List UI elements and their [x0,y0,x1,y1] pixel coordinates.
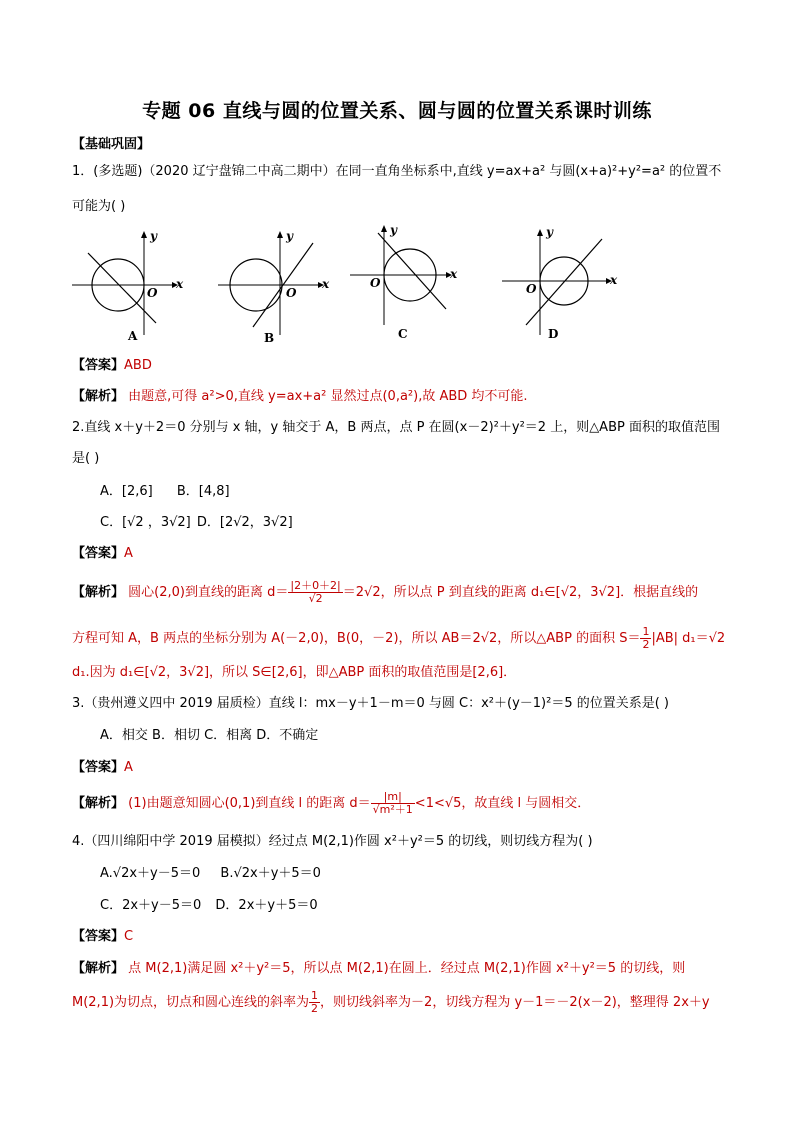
figure-d-graph [502,225,622,335]
q4-analysis1: 点 M(2,1)满足圆 x²＋y²＝5，所以点 M(2,1)在圆上．经过点 M(2,1)作圆 x²＋y²＝5 的切线，则 [128,961,686,976]
q4-options-row2 [100,897,750,915]
fraction-denominator: √m²＋1 [372,803,413,816]
q4-stem: 4.（四川绵阳中学 2019 届模拟）经过点 M(2,1)作圆 x²＋y²＝5 的切线，则切线方程为( ) [72,834,593,849]
page-title: 专题 06 直线与圆的位置关系、圆与圆的位置关系课时训练 [142,100,652,122]
q3-answer [72,759,722,777]
answer-tag: 【答案】 [72,358,125,373]
analysis-tag: 【解析】 [72,389,125,404]
analysis-tag: 【解析】 [72,796,125,811]
figure-a-y-label: y [150,229,157,243]
q4-answer [72,928,722,946]
q2-analysis2-post: |AB| d₁＝√2 [651,631,726,646]
q2-analysis2-pre: 方程可知 A，B 两点的坐标分别为 A(－2,0)，B(0，－2)，所以 AB＝2√2，所以△ABP 的面积 S＝ [72,631,641,646]
answer-text: A [124,546,133,561]
q1-stem-line1: 1．(多选题)（2020 辽宁盘锦二中高二期中）在同一直角坐标系中,直线 y=ax+a² 与圆(x+a)²+y²=a² 的位置不 [72,164,722,179]
figure-b-y-label: y [286,229,293,243]
q2-distance-fraction [288,580,342,605]
q2-answer [72,545,722,563]
q4-options-row1 [100,865,750,883]
q4-analysis2-pre: M(2,1)为切点，切点和圆心连线的斜率为 [72,995,310,1010]
q1-analysis [72,388,722,406]
figure-a-graph [72,225,192,335]
q1-stem-line2: 可能为( ) [72,199,126,214]
q2-option-b: B．[4,8] [176,484,230,499]
q1-figures [60,225,620,350]
q2-stem-line1: 2.直线 x＋y＋2＝0 分别与 x 轴，y 轴交于 A，B 两点，点 P 在圆(x－2)²＋y²＝2 上，则△ABP 面积的取值范围 [72,420,720,435]
figure-d-x-label: x [610,273,618,287]
figure-c-x-label: x [450,267,458,281]
answer-text: A [124,760,133,775]
q4-option-d: D．2x＋y＋5＝0 [215,898,318,913]
figure-a-origin-label: O [147,286,158,300]
figure-b [218,225,338,345]
fraction-numerator: |2＋0＋2| [290,579,341,592]
figure-b-label: B [264,331,275,345]
figure-a [72,225,192,345]
figure-c [350,225,470,345]
fraction-denominator: √2 [308,592,323,605]
q4-option-c: C．2x＋y－5＝0 [100,898,202,913]
fraction-numerator: 1 [311,989,319,1002]
figure-d [502,225,622,345]
analysis-text: 由题意,可得 a²>0,直线 y=ax+a² 显然过点(0,a²),故 ABD 均不可能. [128,389,528,404]
q4-slope-fraction [309,990,320,1015]
q3-stem: 3.（贵州遵义四中 2019 届质检）直线 l：mx－y＋1－m＝0 与圆 C：x²＋(y－1)²＝5 的位置关系是( ) [72,696,669,711]
answer-tag: 【答案】 [72,546,125,561]
answer-text: C [124,929,134,944]
q2-stem-line2: 是( ) [72,451,100,466]
answer-tag: 【答案】 [72,929,125,944]
q2-option-a: A．[2,6] [100,484,153,499]
q3-analysis-pre: (1)由题意知圆心(0,1)到直线 l 的距离 d＝ [128,796,371,811]
q4-analysis2-post: ，则切线斜率为－2，切线方程为 y－1＝－2(x－2)，整理得 2x＋y [320,995,710,1010]
analysis-tag: 【解析】 [72,585,125,600]
figure-c-origin-label: O [370,276,381,290]
q2-option-d: D．[2√2，3√2] [196,515,293,530]
figure-b-origin-label: O [286,286,297,300]
q4-option-b: B.√2x＋y＋5＝0 [220,866,321,881]
analysis-tag: 【解析】 [72,961,125,976]
fraction-numerator: |m| [371,791,415,804]
q1-answer [72,357,722,375]
q2-analysis-line3: d₁.因为 d₁∈[√2，3√2]，所以 S∈[2,6]，即△ABP 面积的取值范围是[2,6]． [72,665,517,680]
figure-c-y-label: y [390,223,397,237]
q2-option-c: C．[√2 ，3√2] [100,515,191,530]
figure-d-y-label: y [546,225,553,239]
q3-options: A．相交 B．相切 C．相离 D．不确定 [100,728,319,743]
figure-b-graph [218,225,338,335]
q2-analysis-line1 [72,578,722,608]
q2-options-row2 [100,514,750,532]
figure-d-label: D [548,327,559,341]
q3-analysis [72,789,722,819]
q3-analysis-post: <1<√5，故直线 l 与圆相交． [414,796,591,811]
figure-d-origin-label: O [526,282,537,296]
answer-tag: 【答案】 [72,760,125,775]
fraction-numerator: 1 [642,625,650,638]
q4-analysis-line1 [72,960,722,978]
q2-half-fraction [640,626,651,651]
q4-option-a: A.√2x＋y－5＝0 [100,866,201,881]
fraction-denominator: 2 [642,638,650,651]
section-heading: 【基础巩固】 [72,137,151,152]
answer-text: ABD [124,358,152,373]
fraction-denominator: 2 [311,1002,319,1015]
figure-b-x-label: x [322,277,330,291]
figure-c-label: C [398,327,408,341]
q2-options-row1 [100,483,750,501]
q2-analysis-post: ＝2√2，所以点 P 到直线的距离 d₁∈[√2，3√2]．根据直线的 [342,585,699,600]
figure-a-x-label: x [176,277,184,291]
q2-analysis-line2 [72,624,726,654]
q3-distance-fraction [371,791,415,816]
q2-analysis-pre: 圆心(2,0)到直线的距离 d＝ [128,585,289,600]
figure-a-label: A [128,329,138,343]
q4-analysis-line2 [72,988,722,1018]
